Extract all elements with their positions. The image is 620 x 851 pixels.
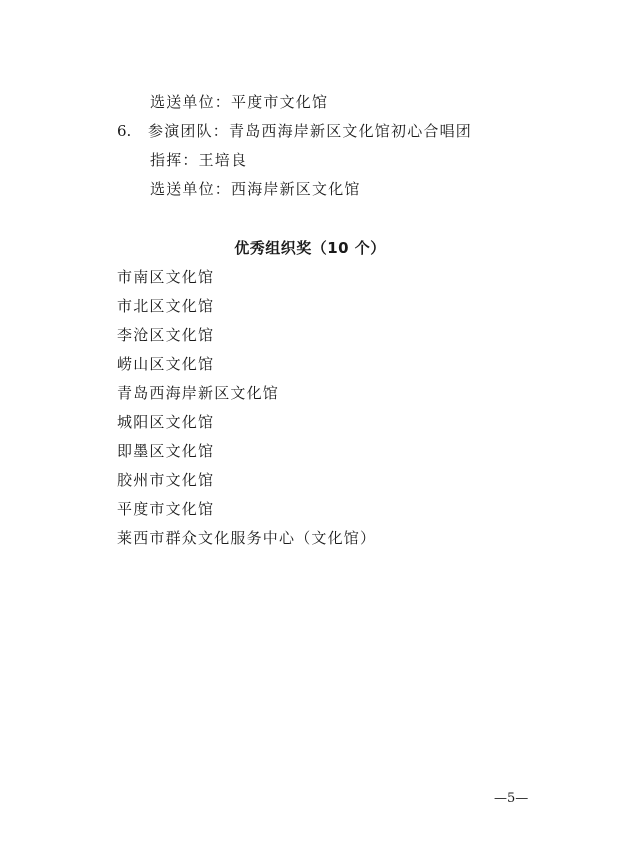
award-heading: 优秀组织奖（10 个） [234,239,386,257]
page-number: —5— [494,791,529,806]
award-list-item: 李沧区文化馆 [117,326,215,344]
entry-5-unit: 选送单位：平度市文化馆 [150,93,329,111]
award-list-item: 市北区文化馆 [117,297,215,315]
entry-6-team: 参演团队：青岛西海岸新区文化馆初心合唱团 [148,122,473,140]
entry-6-conductor: 指挥：王培良 [150,151,248,169]
award-list-item: 城阳区文化馆 [117,413,215,431]
entry-6-number: 6. [117,122,132,140]
award-list-item: 胶州市文化馆 [117,471,215,489]
award-list-item: 平度市文化馆 [117,500,215,518]
award-list-item: 即墨区文化馆 [117,442,215,460]
entry-6-unit: 选送单位：西海岸新区文化馆 [150,180,361,198]
award-list-item: 青岛西海岸新区文化馆 [117,384,280,402]
award-list-item: 崂山区文化馆 [117,355,215,373]
award-list-item: 莱西市群众文化服务中心（文化馆） [117,529,377,547]
award-list-item: 市南区文化馆 [117,268,215,286]
